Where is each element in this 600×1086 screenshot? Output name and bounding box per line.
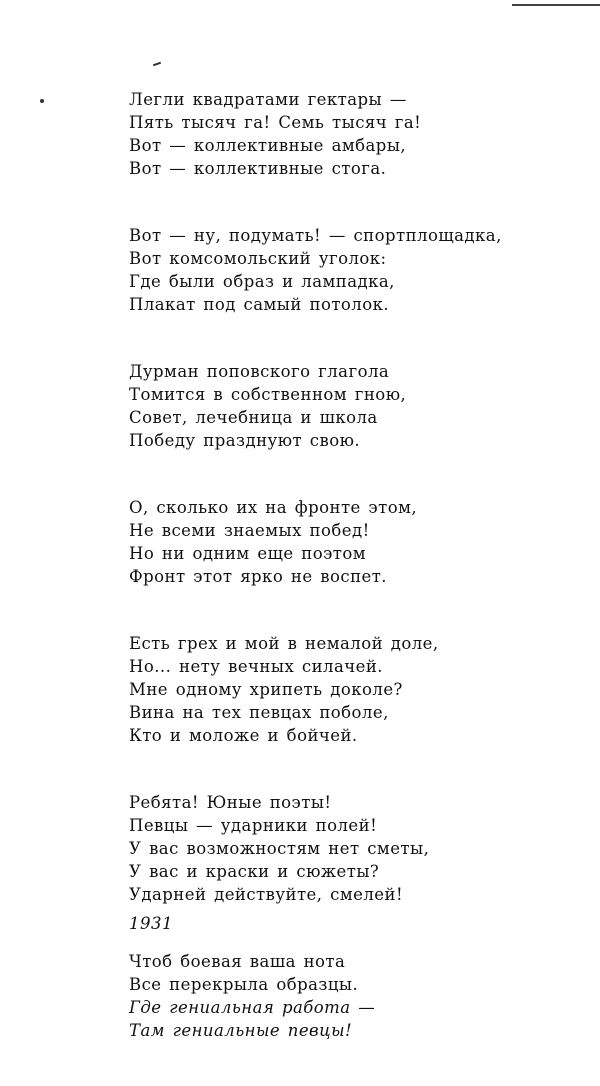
poem-line: Но... нету вечных силачей.	[129, 657, 383, 676]
poem-line: У вас возможностям нет сметы,	[129, 839, 430, 858]
poem-line: У вас и краски и сюжеты?	[129, 862, 380, 881]
poem-line: Вот комсомольский уголок:	[129, 249, 387, 268]
stanza-1	[129, 88, 569, 180]
stanza-2	[129, 224, 569, 316]
poem-line: Пять тысяч га! Семь тысяч га!	[129, 113, 422, 132]
poem-line: Победу празднуют свою.	[129, 431, 361, 450]
poem-line: Ребята! Юные поэты!	[129, 793, 332, 812]
poem-line-italic: Где гениальная работа —	[129, 998, 376, 1017]
poem-line: Певцы — ударники полей!	[129, 816, 378, 835]
scan-speck	[153, 62, 161, 67]
poem-date: 1931	[129, 914, 173, 933]
poem-line: Все перекрыла образцы.	[129, 975, 359, 994]
stanza-4	[129, 496, 569, 588]
poem-line: Кто и моложе и бойчей.	[129, 726, 358, 745]
poem-line: Но ни одним еще поэтом	[129, 544, 367, 563]
poem-line: Не всеми знаемых побед!	[129, 521, 370, 540]
poem-line: Дурман поповского глагола	[129, 362, 390, 381]
poem-body	[129, 88, 569, 1086]
poem-line: Мне одному хрипеть доколе?	[129, 680, 403, 699]
poem-line: Вина на тех певцах поболе,	[129, 703, 389, 722]
poem-line-italic: Там гениальные певцы!	[129, 1021, 353, 1040]
poem-line: Вот — коллективные амбары,	[129, 136, 407, 155]
poem-line: Есть грех и мой в немалой доле,	[129, 634, 439, 653]
page-top-rule	[512, 4, 600, 6]
poem-line: Ударней действуйте, смелей!	[129, 885, 404, 904]
scan-dot	[40, 99, 44, 103]
poem-line: О, сколько их на фронте этом,	[129, 498, 418, 517]
poem-line: Чтоб боевая ваша нота	[129, 952, 346, 971]
poem-line: Томится в собственном гною,	[129, 385, 407, 404]
poem-line: Вот — коллективные стога.	[129, 159, 387, 178]
stanza-3	[129, 360, 569, 452]
poem-line: Плакат под самый потолок.	[129, 295, 390, 314]
poem-line: Где были образ и лампадка,	[129, 272, 395, 291]
stanza-5	[129, 632, 569, 747]
stanza-7	[129, 950, 569, 1042]
poem-line: Фронт этот ярко не воспет.	[129, 567, 388, 586]
stanza-6	[129, 791, 569, 906]
poem-line: Вот — ну, подумать! — спортплощадка,	[129, 226, 502, 245]
poem-line: Легли квадратами гектары —	[129, 90, 407, 109]
poem-line: Совет, лечебница и школа	[129, 408, 378, 427]
